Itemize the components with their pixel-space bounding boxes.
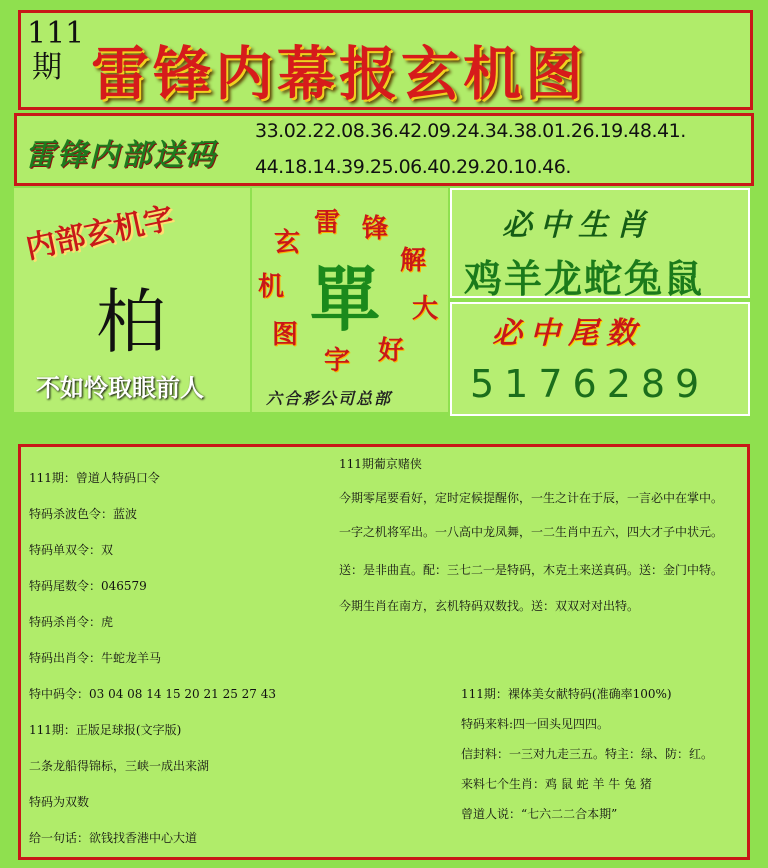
- ring-char: 锋: [362, 214, 389, 244]
- ring-char: 雷: [314, 208, 341, 238]
- center-panel: [252, 188, 448, 412]
- page-title: 雷锋内幕报玄机图: [91, 40, 588, 108]
- bottom-panel: [18, 444, 750, 860]
- weishu-label: 必中尾数: [492, 316, 644, 351]
- ring-char: 好: [378, 336, 405, 366]
- left-line: 特码尾数令：046579: [29, 579, 147, 593]
- right-line: 今期生肖在南方，玄机特码双数找。送：双双对对出特。: [339, 599, 640, 613]
- bizhong-label: 必中生肖: [502, 208, 654, 243]
- numbers-label: 雷锋内部送码: [25, 138, 217, 173]
- ring-char: 玄: [274, 228, 301, 258]
- header-panel: [18, 10, 753, 110]
- left-line: 二条龙船得锦标，三峡一成出来湖: [29, 759, 210, 773]
- weishu-panel: [450, 302, 750, 416]
- left-line: 特码出肖令：牛蛇龙羊马: [29, 651, 162, 665]
- ring-char: 图: [272, 320, 299, 350]
- right-line: 今期零尾要看好，定时定候提醒你，一生之计在于辰，一言必中在掌中。: [339, 491, 724, 505]
- xuanji-panel: [14, 188, 250, 412]
- issue-number: 111期: [27, 16, 85, 85]
- numbers-line-2: 44.18.14.39.25.06.40.29.20.10.46.: [255, 156, 571, 178]
- left-line: 特码为双数: [29, 795, 90, 809]
- right-line: 曾道人说：“七六二二合本期”: [461, 807, 618, 821]
- numbers-panel: [14, 113, 754, 186]
- xuanji-phrase: 不如怜取眼前人: [36, 373, 204, 402]
- right-line: 来料七个生肖：鸡 鼠 蛇 羊 牛 兔 猪: [461, 777, 652, 791]
- left-line: 给一句话：欲钱找香港中心大道: [29, 831, 198, 845]
- xuanji-title: 内部玄机字: [22, 200, 177, 267]
- left-line: 特码杀波色令：蓝波: [29, 507, 138, 521]
- center-footer: 六合彩公司总部: [266, 389, 393, 408]
- left-line: 特码单双令：双: [29, 543, 114, 557]
- bizhong-shengxiao-panel: [450, 188, 750, 301]
- ring-char: 解: [400, 246, 427, 276]
- ring-char: 机: [258, 272, 285, 302]
- right-line: 特码来料:四一回头见四四。: [461, 717, 610, 731]
- ring-char: 字: [324, 346, 351, 376]
- center-character: 單: [310, 258, 380, 341]
- numbers-line-1: 33.02.22.08.36.42.09.24.34.38.01.26.19.48.41.: [255, 120, 686, 142]
- left-line: 特码杀肖令：虎: [29, 615, 114, 629]
- ring-char: 大: [412, 294, 439, 324]
- left-line: 111期：曾道人特码口令: [29, 471, 160, 485]
- right-line: 送：是非曲直。配：三七二一是特码，木克土来送真码。送：金门中特。: [339, 563, 724, 577]
- right-line: 111期葡京赌侠: [339, 457, 422, 471]
- right-line: 信封料：一三对九走三五。特主：绿、防：红。: [461, 747, 714, 761]
- bizhong-animals: 鸡羊龙蛇兔鼠: [464, 256, 705, 301]
- weishu-digits: 5176289: [470, 362, 710, 406]
- left-line: 111期：正版足球报(文字版): [29, 723, 182, 737]
- left-line: 特中码令：03 04 08 14 15 20 21 25 27 43: [29, 687, 277, 701]
- right-line: 111期：裸体美女献特码(准确率100%): [461, 687, 672, 701]
- right-line: 一字之机将军出。一八高中龙凤舞，一二生肖中五六，四大才子中状元。: [339, 525, 724, 539]
- xuanji-character: 柏: [96, 281, 166, 363]
